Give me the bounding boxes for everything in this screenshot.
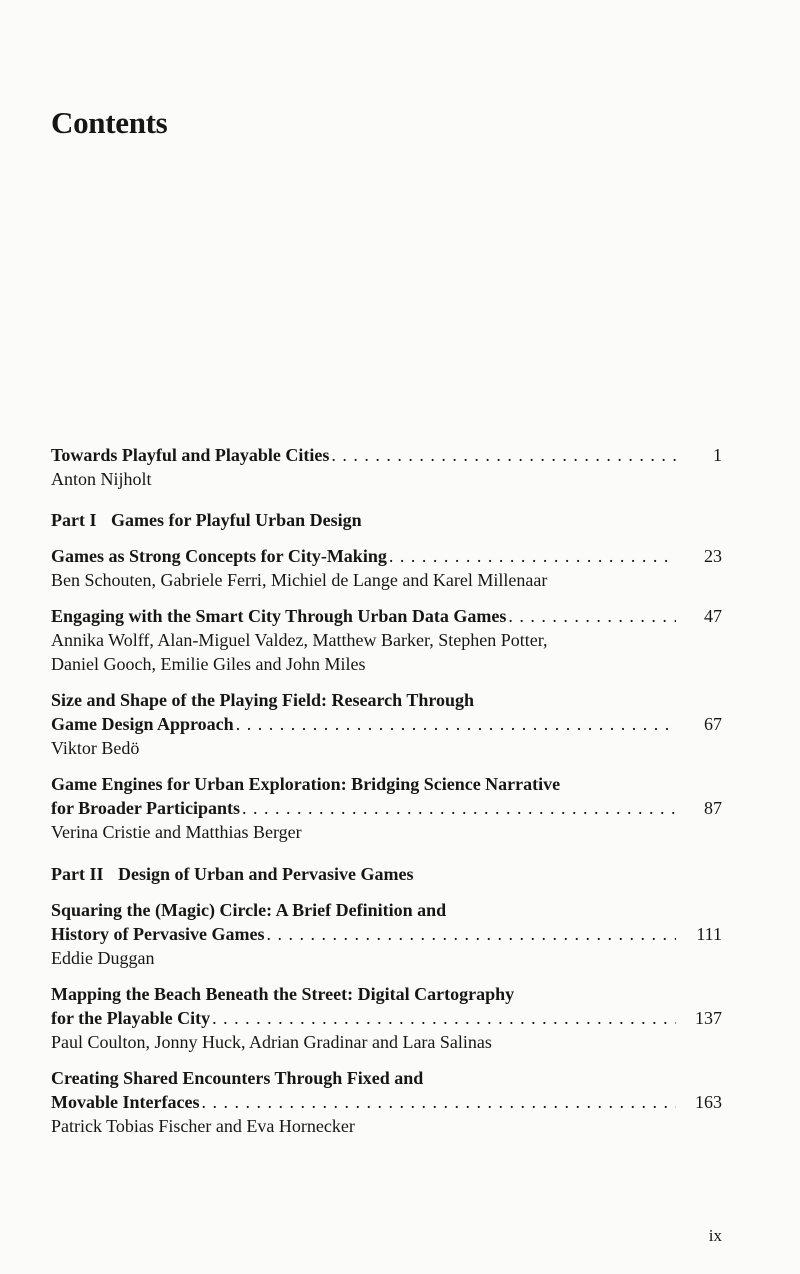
toc-entry-title-row [51, 1090, 722, 1114]
toc-entry-page-number: 87 [704, 798, 722, 818]
toc-entry-authors: Verina Cristie and Matthias Berger [51, 822, 302, 842]
toc-entry-authors: Anton Nijholt [51, 469, 152, 489]
toc-entry-page-number: 47 [704, 606, 722, 626]
toc-entry-title: Squaring the (Magic) Circle: A Brief Definition and [51, 900, 447, 920]
dot-leader [264, 922, 676, 946]
toc-entry-title-row [51, 922, 722, 946]
toc-entry-authors: Annika Wolff, Alan-Miguel Valdez, Matthew Barker, Stephen Potter, [51, 630, 548, 650]
toc-entry-title: Movable Interfaces [51, 1092, 200, 1112]
toc-entry-authors: Viktor Bedö [51, 738, 140, 758]
toc-entry-front[interactable] [51, 443, 722, 491]
toc-entry-page-number: 137 [695, 1008, 722, 1028]
toc-entry-authors: Patrick Tobias Fischer and Eva Hornecker [51, 1116, 355, 1136]
page-title: Contents [51, 105, 168, 140]
toc-entry-title-row [51, 604, 722, 628]
part-label: Part II [51, 864, 104, 884]
part-heading-part-1 [51, 508, 722, 532]
toc-entry[interactable] [51, 688, 722, 760]
part-label: Part I [51, 510, 97, 530]
toc-entry[interactable] [51, 604, 722, 676]
toc-entry-title-row [51, 796, 722, 820]
toc-entry[interactable] [51, 898, 722, 970]
dot-leader [234, 712, 676, 736]
dot-leader [387, 544, 676, 568]
toc-entry-title-row [51, 443, 722, 467]
dot-leader [329, 443, 676, 467]
toc-entry-title: Mapping the Beach Beneath the Street: Digital Cartography [51, 984, 515, 1004]
toc-entry-title: Towards Playful and Playable Cities [51, 445, 330, 465]
toc-entry-title: for the Playable City [51, 1008, 211, 1028]
dot-leader [240, 796, 676, 820]
toc-entry-page-number: 111 [696, 924, 722, 944]
part-title: Games for Playful Urban Design [110, 510, 362, 530]
toc-entry-authors: Ben Schouten, Gabriele Ferri, Michiel de Lange and Karel Millenaar [51, 570, 548, 590]
toc-entry[interactable] [51, 544, 722, 592]
dot-leader [210, 1006, 676, 1030]
part-title: Design of Urban and Pervasive Games [118, 864, 414, 884]
toc-entry[interactable] [51, 772, 722, 844]
toc-entry-page-number: 1 [713, 445, 722, 465]
toc-entry-title-row [51, 1006, 722, 1030]
table-of-contents [51, 443, 722, 1138]
toc-entry-title-row [51, 544, 722, 568]
toc-entry-title: for Broader Participants [51, 798, 240, 818]
toc-entry-title: Game Engines for Urban Exploration: Bridging Science Narrative [51, 774, 561, 794]
toc-entry-authors: Daniel Gooch, Emilie Giles and John Miles [51, 654, 366, 674]
toc-entry-title: Size and Shape of the Playing Field: Research Through [51, 690, 475, 710]
part-heading-part-2 [51, 862, 722, 886]
toc-entry-title: Engaging with the Smart City Through Urban Data Games [51, 606, 507, 626]
toc-entry-title: History of Pervasive Games [51, 924, 265, 944]
toc-entry-title: Games as Strong Concepts for City-Making [51, 546, 387, 566]
toc-entry[interactable] [51, 1066, 722, 1138]
toc-entry-authors: Paul Coulton, Jonny Huck, Adrian Gradinar and Lara Salinas [51, 1032, 492, 1052]
toc-entry-title: Game Design Approach [51, 714, 234, 734]
dot-leader [199, 1090, 676, 1114]
toc-entry-page-number: 163 [695, 1092, 722, 1112]
toc-entry[interactable] [51, 982, 722, 1054]
page-number-folio: ix [708, 1226, 722, 1245]
dot-leader [506, 604, 676, 628]
toc-entry-title: Creating Shared Encounters Through Fixed and [51, 1068, 424, 1088]
toc-entry-page-number: 67 [704, 714, 722, 734]
toc-entry-authors: Eddie Duggan [51, 948, 155, 968]
toc-entry-title-row [51, 712, 722, 736]
toc-entry-page-number: 23 [704, 546, 722, 566]
